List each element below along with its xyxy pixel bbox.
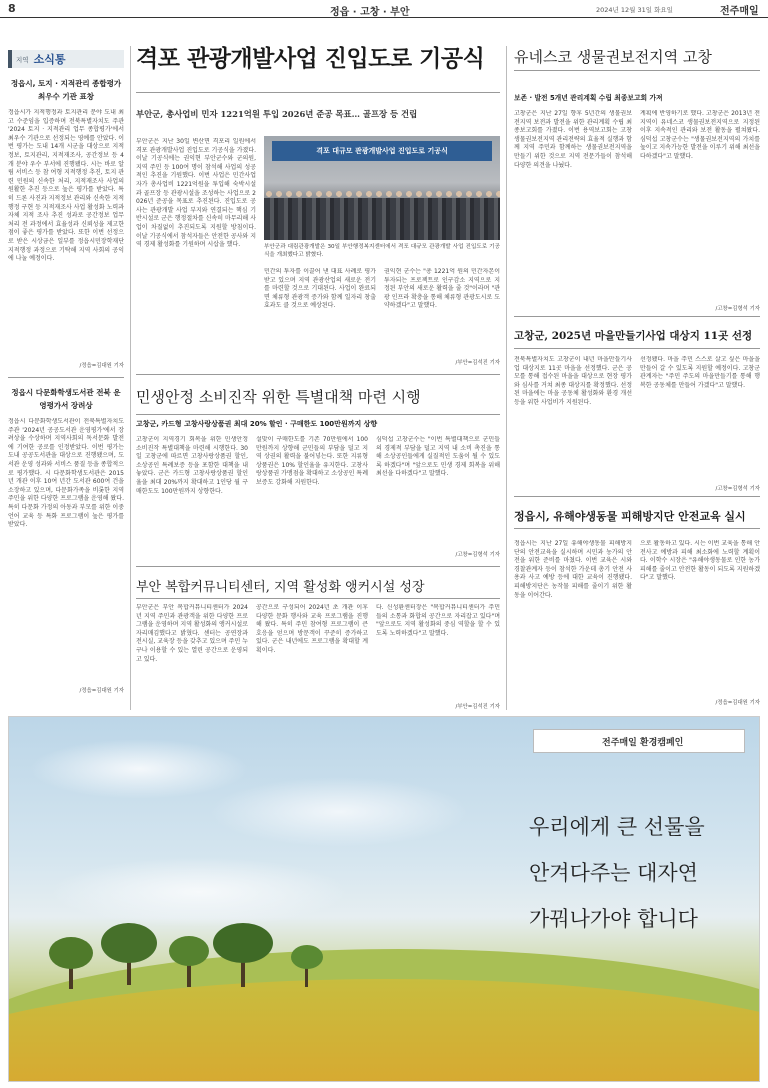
sidebar-item1-body: 정읍시가 지적행정과 토지관리 분야 도내 최고 수준임을 입증하며 전북특별자치도 주관 '2024 토지 · 지적관리 업무 종합평가'에서 최우수 기관으로 선정되는 영예를 안았다. 이번 평가는 도내 14개 시군을 대상으로 지적 정보, 토지관리, 지적재조사, 공간정보 등 4개 분야 우수 부서에 진행됐다. 시는 바로 알림 서비스 등 참 여형 지적행정 추진, 토지 관련 민원의 신속한 처리, 지적재조사 사업의 원활한 추진 등으로 높은 평가를 받았다. 특히 드론 사진과 지적정보 관리와 신속한 지적행정 구현 등 지적재조사 사업 활성화 노력과 자체 지적 조사 추진 성과로 공간정보 업무 처리 전 과정에서 효율성과 신뢰성을 제고한 점이 좋은 평가를 받았다. 또한 이번 선정으로 받은 시상금은 일부를 정읍시민장학재단 지적행정 과정으로 기탁해 지역 사회의 공익에 나눌 예정이다. (8, 109, 124, 263)
sidebar-item1-title: 정읍시, 토지 · 지적관리 종합평가 최우수 기관 표창 (10, 79, 122, 101)
tree-2 (101, 923, 157, 985)
main-col2: 민간의 투자를 이끌어 낸 대표 사례로 평가받고 있으며 지역 관광산업의 새로운 전기를 마련할 것으로 기대된다. 사업이 완료되면 체류형 관광객 증가와 함께 일자리 창출 효과도 클 것으로 예상된다. (264, 268, 376, 310)
campaign-line-2: 안겨다주는 대자연 (529, 861, 698, 885)
consumer-headline: 민생안정 소비진작 위한 특별대책 마련 시행 (136, 388, 421, 406)
sidebar-item2-title: 정읍시 다문화학생도서관 전북 운영평가서 장려상 (11, 388, 121, 410)
photo-banner (272, 141, 492, 161)
unesco-credit: /고창=김형석 기자 (715, 306, 760, 312)
campaign-label: 전주매일 환경캠페인 (602, 737, 684, 748)
village-col1: 전북특별자치도 고창군이 내년 마을만들기사업 대상지로 11곳 마을을 선정했다. 군은 공모를 통해 접수된 마을을 대상으로 현장 평가와 심사를 거쳐 최종 대상지를 확정했다. 선정된 마을에는 마을 공동체 활성화와 환경 개선 등을 위한 사업비가 지원된다. (514, 356, 632, 406)
main-subhead: 부안군, 총사업비 민자 1221억원 투입 2026년 준공 목표… 골프장 등 건립 (136, 109, 418, 119)
issue-date: 2024년 12월 31일 화요일 (596, 6, 673, 14)
unesco-headline: 유네스코 생물권보전지역 고창 (514, 48, 712, 66)
buan-center-rule (136, 598, 500, 599)
sidebar-item1-credit: /정읍=김대원 기자 (79, 363, 124, 369)
sidebar-item2-credit: /정읍=김대원 기자 (79, 688, 124, 694)
divider-main (136, 374, 500, 375)
tree-1 (49, 937, 93, 989)
village-col2: 선정됐다. 마을 주민 스스로 살고 싶은 마을을 만들어 갈 수 있도록 지원할 예정이다. 고창군 관계자는 "주민 주도의 마을만들기를 통해 행복한 공동체를 만들어 가겠다"고 말했다. (640, 356, 760, 389)
divider-unesco (514, 316, 760, 317)
sidebar-tag: 지역 (16, 55, 29, 64)
pest-credit: /정읍=김대원 기자 (715, 700, 760, 706)
buan-center-headline: 부안 복합커뮤니티센터, 지역 활성화 앵커시설 성장 (136, 580, 425, 595)
divider-consumer (136, 566, 500, 567)
pest-rule (514, 528, 760, 529)
pest-headline: 정읍시, 유해야생동물 피해방지단 안전교육 실시 (514, 510, 746, 523)
sidebar-divider (8, 377, 124, 378)
photo-banner-text: 격포 대규모 관광개발사업 진입도로 기공식 (316, 147, 448, 155)
buan-center-credit: /부안=김석진 기자 (455, 704, 500, 710)
main-photo-caption: 부안군과 대림관광개발은 30일 부안행정복지센터에서 격포 대규모 관광개발 사업 진입도로 기공식을 개최했다고 밝혔다. (264, 244, 500, 258)
page-header (0, 0, 768, 18)
consumer-col3: 심덕섭 고창군수는 "이번 특별대책으로 군민들의 경제적 부담을 덜고 지역 내 소비 촉진을 통해 소상공인들에게 실질적인 도움이 될 수 있도록 하겠다"며 "앞으로도 민생 경제 회복을 위해 최선을 다하겠다"고 말했다. (376, 436, 500, 478)
buan-center-col3: 다. 신성환센터장은 "복합커뮤니티센터가 주민들의 소통과 화합의 공간으로 자리잡고 있다"며 "앞으로도 지역 활성화의 중심 역할을 할 수 있도록 노력하겠다"고 말했다. (376, 604, 500, 637)
photo-crowd-heads (264, 188, 500, 200)
main-headline: 격포 관광개발사업 진입도로 기공식 (136, 45, 485, 72)
cloud-1 (29, 739, 249, 799)
campaign-ad (8, 716, 760, 1082)
pest-col2: 으로 활동하고 있다. 시는 이번 교육을 통해 안전사고 예방과 피해 최소화에 노력할 계획이다. 이학수 시장은 "유해야생동물로 인한 농가 피해를 줄이고 안전한 활동이 되도록 지원하겠다"고 말했다. (640, 540, 760, 582)
paper-name: 전주매일 (720, 6, 759, 17)
consumer-col2: 설맞이 구매한도를 기존 70만원에서 100만원까지 상향해 군민들의 부담을 덜고 지역 상권의 활력을 불어넣는다. 또한 지류형 상품권은 10% 할인율을 유지한다. 고창사랑상품권 가맹점을 확대하고 소상공인 특례보증도 강화해 지원한다. (256, 436, 368, 486)
sidebar-header (8, 50, 124, 68)
sidebar-item2-body: 정읍시 다문화학생도서관이 전북특별자치도 주관 '2024년 공공도서관 운영평가'에서 장려상을 수상하며 지역사회의 독서문화 발전에 기여한 공로를 인정받았다. 이번 평가는 도내 공공도서관을 대상으로 진행됐으며, 도서관 운영 성과와 서비스 품질 등을 종합적으로 평가했다. 시 다문화학생도서관은 2015년 개관 이후 10여 년간 도서관 600여 건을 소장하고 있으며, 다문화가족을 비롯한 지역 주민을 위한 다양한 프로그램을 운영해 왔다. 특히 다문화 가정의 아동과 부모를 위한 이중언어 교육 등 특화 프로그램이 높은 평가를 받았다. (8, 418, 124, 529)
sidebar (8, 50, 124, 700)
buan-center-col2: 공간으로 구성되어 2024년 초 개관 이후 다양한 문화 행사와 교육 프로그램을 진행해 왔다. 특히 주민 참여형 프로그램이 큰 호응을 얻으며 방문객이 꾸준히 증가하고 있다. 군은 내년에도 프로그램을 확대할 계획이다. (256, 604, 368, 654)
trees (9, 913, 469, 1003)
page-number: 8 (8, 2, 16, 15)
cloud-2 (209, 777, 469, 847)
pest-col1: 정읍시는 지난 27일 유해야생동물 피해방지단의 안전교육을 실시하며 시민과 농가의 안전을 위한 준비를 마쳤다. 이번 교육은 시와 경찰관계자 등이 참석한 가운데 총기 안전 사용과 사고 예방 등에 대한 교육이 진행됐다. 피해방지단은 농작물 피해를 줄이기 위한 활동을 이어간다. (514, 540, 632, 599)
unesco-col2: 계획에 반영하기로 했다. 고창군은 2013년 전 지역이 유네스코 생물권보전지역으로 지정된 이후 지속적인 관리와 보전 활동을 펼쳐왔다. 심덕섭 고창군수는 "생물권보전지역의 가치를 높이고 지속가능한 발전을 이루기 위해 최선을 다하겠다"고 말했다. (640, 110, 760, 160)
main-col3: 권익현 군수는 "총 1221억 원의 민간자본이 투자되는 프로젝트로 인구감소 지역으로 지정된 부안의 새로운 활력을 줄 것"이라며 "관광 인프라 확충을 통해 체류형 관광도시로 도약하겠다"고 말했다. (384, 268, 500, 310)
main-photo (264, 136, 500, 240)
column-separator-right (506, 46, 507, 710)
village-headline: 고창군, 2025년 마을만들기사업 대상지 11곳 선정 (514, 330, 753, 342)
campaign-label-box (533, 729, 745, 753)
main-col1: 부안군은 지난 30일 변산면 격포리 일원에서 격포 관광개발사업 진입도로 기공식을 가졌다. 이날 기공식에는 권익현 부안군수와 군의원, 지역 주민 등 100여 명이 참석해 사업의 성공적인 추진을 기원했다. 이번 사업은 민간사업자가 총사업비 1221억원을 투입해 숙박시설과 골프장 등 관광시설을 조성하는 사업으로 2026년 준공을 목표로 추진된다. 진입도로 공사는 관광개발 사업 부지와 연결되는 핵심 기반시설로 군은 행정절차를 신속히 마무리해 사업이 차질없이 추진되도록 지원할 방침이다. 이날 기공식에서 참석자들은 안전한 공사와 지역 경제 활성화를 기원하며 시삽을 했다. (136, 138, 256, 249)
tree-5 (291, 945, 323, 987)
section-title: 정읍 · 고창 · 부안 (330, 7, 410, 18)
buan-center-col1: 부안군은 부안 복합커뮤니티센터가 2024년 지역 주민과 관광객을 위한 다양한 프로그램을 운영하며 지역 활성화의 앵커시설로 자리매김했다고 밝혔다. 센터는 공연장과 전시실, 교육장 등을 갖추고 있으며 주민 누구나 이용할 수 있는 열린 공간으로 운영되고 있다. (136, 604, 248, 663)
unesco-rule (514, 70, 760, 71)
campaign-line-3: 가꿔나가야 합니다 (529, 907, 698, 931)
unesco-col1: 고창군은 지난 27일 향후 5년간의 생물권보전지역 보전과 발전을 위한 관리계획 수립 최종보고회를 가졌다. 이번 용역보고회는 고창생물권보전지역 관리전략의 효율적 실행과 함께 지역 주민과 함께하는 생물권보전지역을 만들기 위한 것으로 지역 전문가들이 참석해 다양한 의견을 나눴다. (514, 110, 632, 169)
main-credit: /부안=김석진 기자 (455, 360, 500, 366)
campaign-line-1: 우리에게 큰 선물을 (529, 815, 705, 839)
sidebar-title: 소식통 (33, 53, 66, 66)
village-credit: /고창=김형석 기자 (715, 486, 760, 492)
consumer-col1: 고창군이 지역경기 회복을 위한 민생안정 소비진작 특별대책을 마련해 시행한다. 30일 고창군에 따르면 고창사랑상품권 할인, 소상공인 특례보증 등을 포함한 대책을 내놓았다. 군은 카드형 고창사랑상품권 할인율을 최대 20%까지 확대하고 1인당 월 구매한도도 100만원까지 상향한다. (136, 436, 248, 495)
consumer-rule (136, 414, 500, 415)
divider-village (514, 496, 760, 497)
tree-4 (213, 923, 273, 987)
village-rule (514, 348, 760, 349)
tree-3 (169, 936, 209, 987)
consumer-subhead: 고창군, 카드형 고창사랑상품권 최대 20% 할인 · 구매한도 100만원까지 상향 (136, 420, 378, 428)
unesco-subhead: 보존 · 발전 5개년 관리계획 수립 최종보고회 가져 (514, 94, 663, 102)
consumer-credit: /고창=김형석 기자 (455, 552, 500, 558)
main-headline-rule (136, 92, 500, 93)
photo-crowd (264, 198, 500, 240)
column-separator-left (130, 46, 131, 710)
